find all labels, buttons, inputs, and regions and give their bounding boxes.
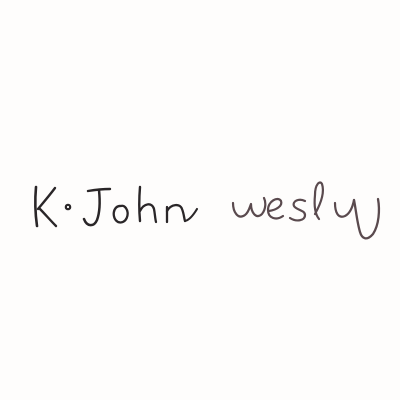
signature-surname bbox=[233, 182, 379, 238]
signature-first-initial bbox=[35, 187, 56, 226]
signature-first-name bbox=[84, 187, 197, 225]
signature-dot bbox=[66, 205, 70, 209]
